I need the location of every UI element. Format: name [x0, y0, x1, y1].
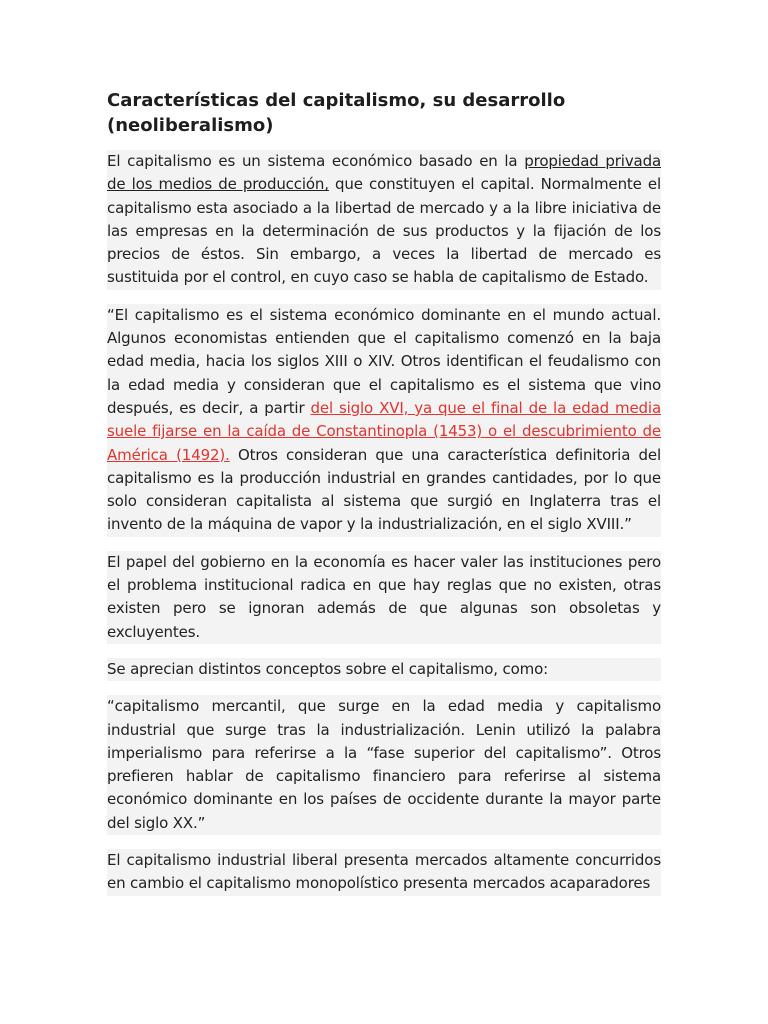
paragraph-3: El papel del gobierno en la economía es hacer valer las instituciones pero el problema institucional radica en que hay reglas que no existen, otras existen pero se ignoran además de que algunas son obsoletas y excluyentes. — [107, 551, 661, 644]
paragraph-2 — [107, 304, 661, 537]
document-title: Características del capitalismo, su desarrollo (neoliberalismo) — [107, 90, 566, 136]
paragraph-1 — [107, 150, 661, 290]
paragraph-1-text-start: El capitalismo es un sistema económico basado en la — [107, 152, 525, 170]
document-page — [107, 88, 661, 910]
paragraph-4: Se aprecian distintos conceptos sobre el capitalismo, como: — [107, 658, 661, 681]
link-propiedad-privada[interactable]: propiedad privada de los medios de producción, — [107, 152, 661, 194]
paragraph-2-text-end: Otros consideran que una característica definitoria del capitalismo es la producción industrial en grandes cantidades, por lo que solo consideran capitalista al sistema que surgió en Inglaterra tras el invento de la máquina de vapor y la industrialización, en el siglo XVIII.” — [107, 445, 661, 534]
paragraph-1-text-end: que constituyen el capital. Normalmente el capitalismo esta asociado a la libertad de mercado y a la libre iniciativa de las empresas en la determinación de sus productos y la fijación de los precios de éstos. Sin embargo, a veces la libertad de mercado es sustituida por el control, en cuyo caso se habla de capitalismo de Estado. — [107, 175, 661, 287]
paragraph-6: El capitalismo industrial liberal presenta mercados altamente concurridos en cambio el capitalismo monopolístico presenta mercados acaparadores — [107, 849, 661, 896]
link-siglo-xvi[interactable]: del siglo XVI, ya que el final de la edad media suele fijarse en la caída de Constantinopla (1453) o el descubrimiento de América (1492). — [107, 398, 661, 464]
paragraph-5: “capitalismo mercantil, que surge en la edad media y capitalismo industrial que surge tras la industrialización. Lenin utilizó la palabra imperialismo para referirse a la “fase superior del capitalismo”. Otros prefieren hablar de capitalismo financiero para referirse al sistema económico dominante en los países de occidente durante la mayor parte del siglo XX.” — [107, 695, 661, 835]
paragraph-2-text-start: “El capitalismo es el sistema económico dominante en el mundo actual. Algunos economistas entienden que el capitalismo comenzó en la baja edad media, hacia los siglos XIII o XIV. Otros identifican el feudalismo con la edad media y consideran que el capitalismo es el sistema que vino después, es decir, a partir — [107, 305, 661, 417]
